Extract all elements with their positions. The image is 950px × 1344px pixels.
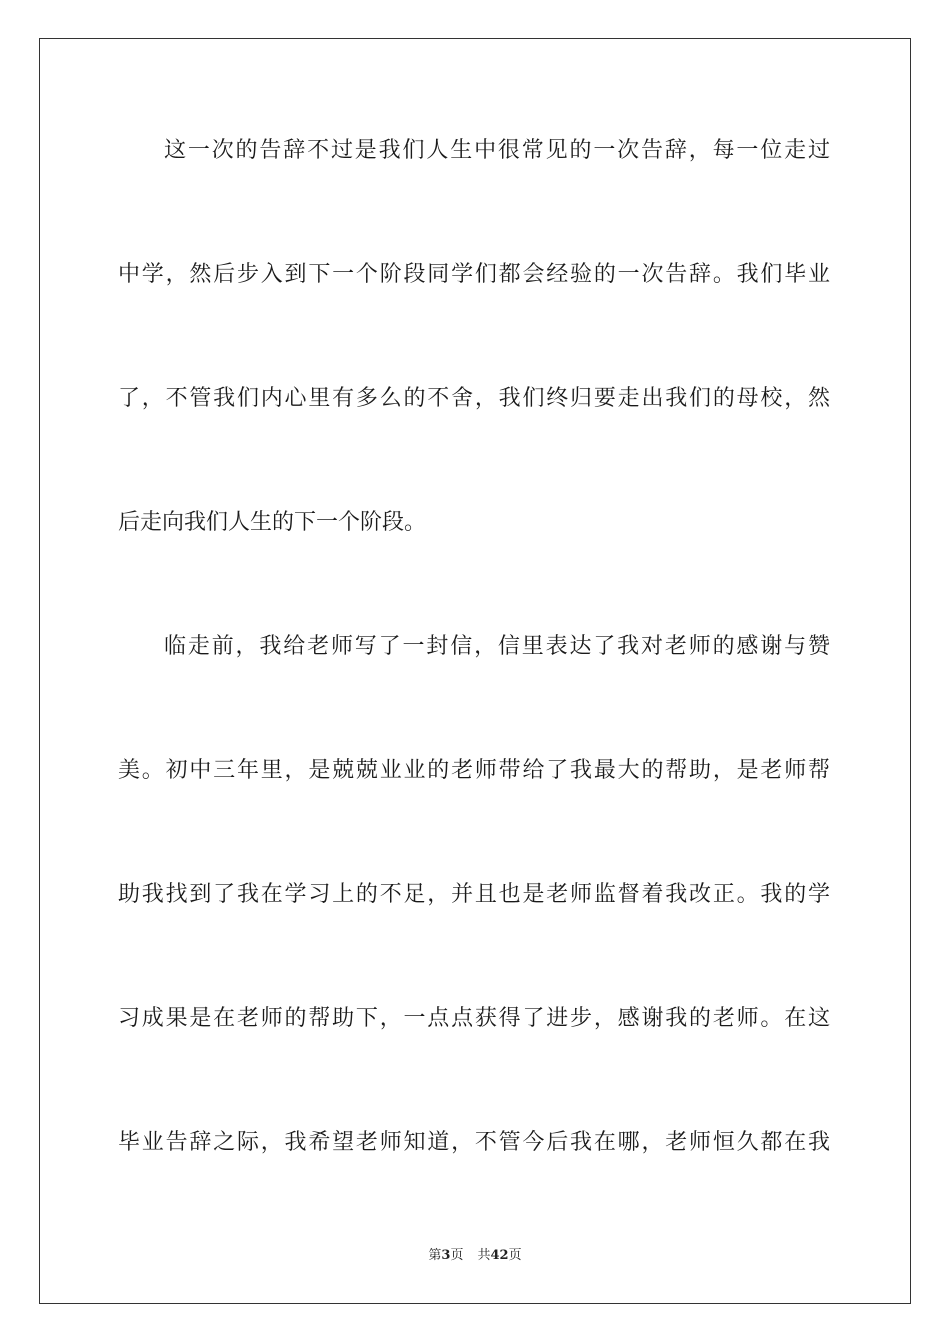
paragraph-2-line-5: 毕业告辞之际，我希望老师知道，不管今后我在哪，老师恒久都在我 xyxy=(118,1130,830,1155)
footer-total-pages: 42 xyxy=(490,1248,509,1263)
footer-page-number: 3 xyxy=(441,1248,451,1263)
footer-page-prefix: 第 xyxy=(428,1248,442,1263)
page-frame xyxy=(39,38,911,1304)
paragraph-1-line-1: 这一次的告辞不过是我们人生中很常见的一次告辞，每一位走过 xyxy=(164,138,830,163)
footer-total-suffix: 页 xyxy=(508,1248,522,1263)
paragraph-1-line-4: 后走向我们人生的下一个阶段。 xyxy=(118,510,427,535)
footer-page-suffix: 页 xyxy=(450,1248,464,1263)
page-footer xyxy=(0,1247,950,1265)
paragraph-1-line-2: 中学，然后步入到下一个阶段同学们都会经验的一次告辞。我们毕业 xyxy=(118,262,830,287)
paragraph-2-line-4: 习成果是在老师的帮助下，一点点获得了进步，感谢我的老师。在这 xyxy=(118,1006,830,1031)
paragraph-2-line-2: 美。初中三年里，是兢兢业业的老师带给了我最大的帮助，是老师帮 xyxy=(118,758,830,783)
paragraph-1-line-3: 了，不管我们内心里有多么的不舍，我们终归要走出我们的母校，然 xyxy=(118,386,830,411)
footer-total-prefix: 共 xyxy=(477,1248,491,1263)
paragraph-2-line-3: 助我找到了我在学习上的不足，并且也是老师监督着我改正。我的学 xyxy=(118,882,830,907)
paragraph-2-line-1: 临走前，我给老师写了一封信，信里表达了我对老师的感谢与赞 xyxy=(164,634,830,659)
